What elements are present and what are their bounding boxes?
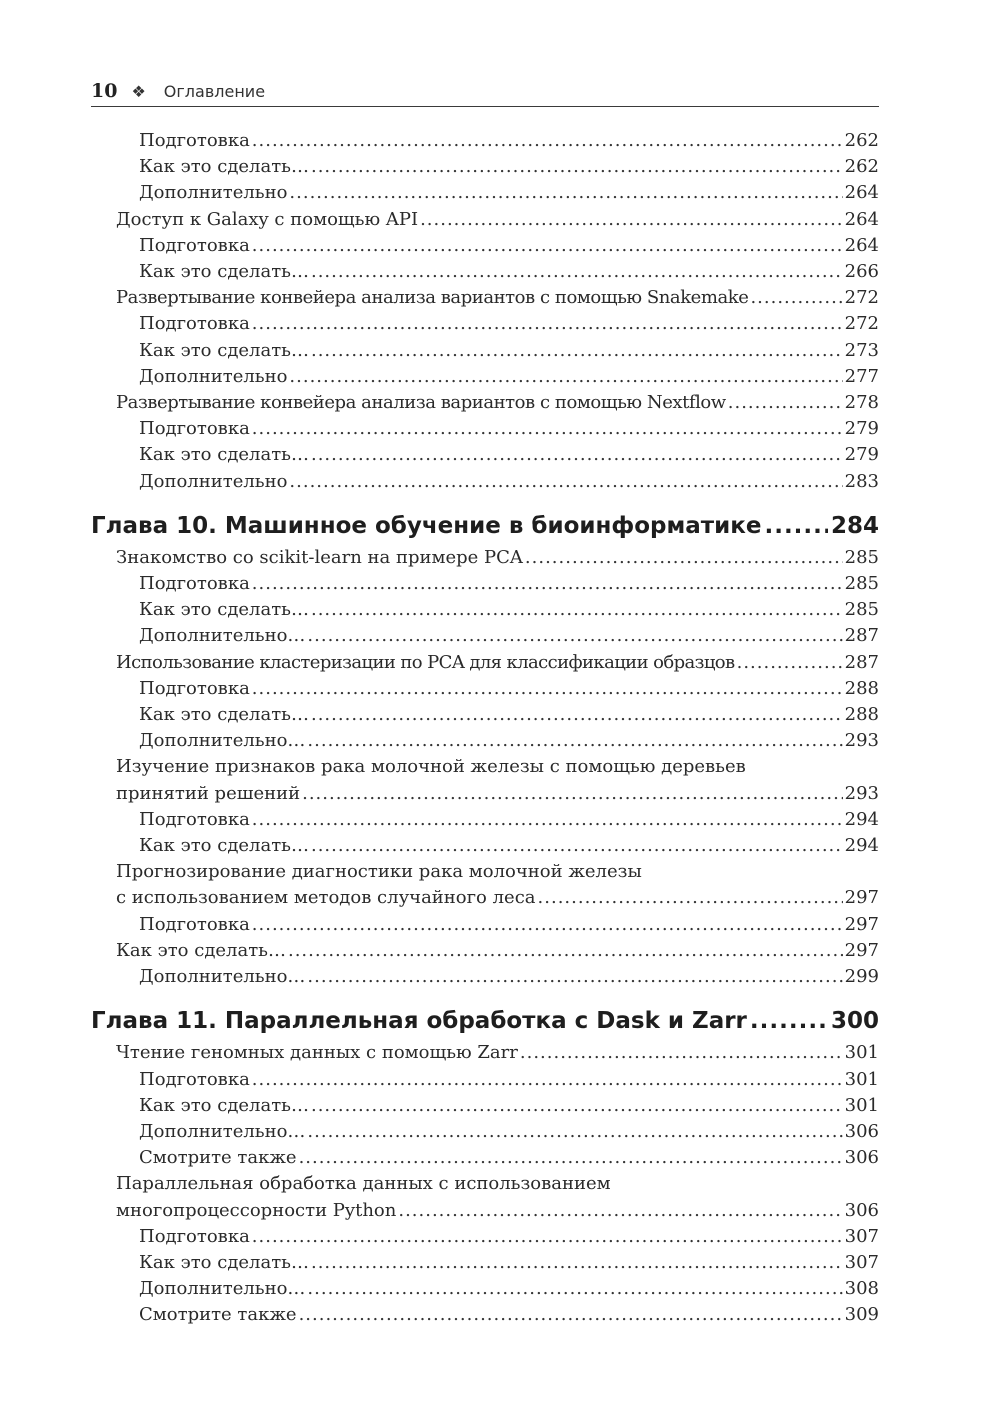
toc-entry-title: Дополнительно	[139, 365, 288, 387]
toc-entry	[91, 1119, 879, 1145]
chapter-page: 284	[830, 512, 879, 539]
toc-section	[91, 207, 879, 233]
toc-entry	[91, 128, 879, 154]
leader-dots	[252, 416, 843, 442]
toc-section	[91, 1040, 879, 1066]
toc-entry	[91, 1145, 879, 1171]
toc-entry-page: 285	[844, 573, 879, 595]
toc-section-first-line: Прогнозирование диагностики рака молочной железы	[116, 861, 642, 883]
toc-entry-title: Чтение геномных данных с помощью Zarr	[116, 1042, 518, 1064]
toc-entry-page: 293	[844, 782, 879, 804]
toc-section	[91, 938, 879, 964]
toc-entry-title: Развертывание конвейера анализа вариантов с помощью Nextflow	[116, 392, 726, 414]
toc-entry-page: 307	[844, 1251, 879, 1273]
toc-entry-page: 306	[844, 1147, 879, 1169]
toc-entry-page: 307	[844, 1225, 879, 1247]
leader-dots	[252, 233, 843, 259]
toc-entry-page: 285	[844, 599, 879, 621]
toc-entry	[91, 1276, 879, 1302]
toc-entry	[91, 311, 879, 337]
toc-entry-title: Как это сделать…	[139, 339, 309, 361]
toc-entry-title: Как это сделать…	[139, 1251, 309, 1273]
toc-entry-title: Дополнительно…	[139, 1120, 306, 1142]
leader-dots	[307, 623, 842, 649]
toc-entry-title: Подготовка	[139, 418, 250, 440]
leader-dots	[252, 311, 843, 337]
toc-entry-page: 264	[844, 208, 879, 230]
toc-entry	[91, 364, 879, 390]
leader-dots	[420, 207, 843, 233]
leader-dots	[311, 1093, 843, 1119]
toc-section	[91, 650, 879, 676]
toc-entry-page: 308	[844, 1278, 879, 1300]
toc-section	[91, 781, 879, 807]
toc-entry-page: 309	[844, 1304, 879, 1326]
toc-entry-title: с использованием методов случайного леса	[116, 887, 536, 909]
toc-entry-title: Развертывание конвейера анализа вариантов с помощью Snakemake	[116, 287, 749, 309]
leader-dots	[737, 650, 843, 676]
toc-entry-title: Дополнительно	[139, 182, 288, 204]
toc-entry-page: 262	[844, 156, 879, 178]
leader-dots	[525, 545, 843, 571]
toc-entry	[91, 1250, 879, 1276]
toc-entry-page: 297	[844, 887, 879, 909]
toc-entry-title: Подготовка	[139, 677, 250, 699]
toc-entry-page: 294	[844, 835, 879, 857]
toc-entry-page: 301	[844, 1042, 879, 1064]
leader-dots	[252, 571, 843, 597]
page-header	[91, 76, 879, 107]
toc-entry-page: 285	[844, 546, 879, 568]
toc-entry-title: принятий решений	[116, 782, 301, 804]
toc-entry-page: 266	[844, 261, 879, 283]
leader-dots	[538, 885, 843, 911]
toc-entry-title: Смотрите также	[139, 1147, 297, 1169]
chapter-page: 300	[830, 1008, 879, 1035]
toc-entry-title: Подготовка	[139, 808, 250, 830]
toc-entry-page: 299	[844, 966, 879, 988]
toc-entry-page: 288	[844, 677, 879, 699]
toc-entry-page: 277	[844, 365, 879, 387]
leader-dots	[252, 1224, 843, 1250]
toc-entry-page: 297	[844, 913, 879, 935]
toc-entry	[91, 1067, 879, 1093]
toc-entry	[91, 833, 879, 859]
toc-entry-page: 306	[844, 1120, 879, 1142]
toc-entry-page: 283	[844, 470, 879, 492]
toc-entry-page: 297	[844, 939, 879, 961]
toc-entry	[91, 807, 879, 833]
toc-entry-page: 264	[844, 234, 879, 256]
toc-entry	[91, 676, 879, 702]
leader-dots	[311, 833, 843, 859]
toc-entry	[91, 912, 879, 938]
toc-entry-page: 287	[844, 625, 879, 647]
leader-dots	[307, 728, 842, 754]
toc-entry	[91, 728, 879, 754]
toc-entry-title: Дополнительно…	[139, 966, 306, 988]
toc-entry-page: 279	[844, 418, 879, 440]
leader-dots	[311, 1250, 843, 1276]
leader-dots	[311, 338, 843, 364]
toc-entry	[91, 702, 879, 728]
leader-dots	[311, 702, 843, 728]
toc-entry	[91, 1302, 879, 1328]
toc-entry-page: 293	[844, 730, 879, 752]
leader-dots	[307, 1276, 842, 1302]
leader-dots	[288, 938, 843, 964]
leader-dots	[302, 781, 843, 807]
toc-entry	[91, 180, 879, 206]
toc-entry	[91, 623, 879, 649]
leader-dots	[311, 597, 843, 623]
leader-dots	[252, 1067, 843, 1093]
toc-entry-title: Дополнительно…	[139, 625, 306, 647]
toc-entry-page: 301	[844, 1068, 879, 1090]
toc-entry-page: 264	[844, 182, 879, 204]
toc-section	[91, 885, 879, 911]
toc-entry-title: Подготовка	[139, 313, 250, 335]
toc-entry-title: Как это сделать…	[116, 939, 286, 961]
toc-entry-title: Подготовка	[139, 130, 250, 151]
ornament-icon: ❖	[131, 81, 146, 101]
chapter-title: Глава 11. Параллельная обработка с Dask и Zarr	[91, 1008, 747, 1035]
toc-entry-page: 294	[844, 808, 879, 830]
leader-dots	[289, 180, 842, 206]
toc-entry-page: 272	[844, 287, 879, 309]
toc-entry	[91, 233, 879, 259]
leader-dots	[252, 807, 843, 833]
toc-entry-title: Использование кластеризации по PCA для классификации образцов	[116, 651, 735, 673]
toc-entry-title: Знакомство со scikit-learn на примере PCA	[116, 546, 523, 568]
toc-entry	[91, 154, 879, 180]
toc-section	[91, 1198, 879, 1224]
leader-dots	[252, 676, 843, 702]
toc-entry-title: Как это сделать…	[139, 599, 309, 621]
leader-dots	[311, 154, 843, 180]
toc-entry	[91, 442, 879, 468]
toc-entry-page: 278	[844, 392, 879, 414]
leader-dots	[764, 509, 828, 543]
leader-dots	[398, 1198, 842, 1224]
toc-entry-title: Подготовка	[139, 1068, 250, 1090]
leader-dots	[299, 1302, 843, 1328]
toc-entry	[91, 469, 879, 495]
leader-dots	[307, 1119, 842, 1145]
leader-dots	[289, 364, 842, 390]
leader-dots	[750, 285, 842, 311]
toc-section-first-line: Параллельная обработка данных с использованием	[116, 1173, 611, 1195]
leader-dots	[520, 1040, 843, 1066]
toc-entry	[91, 259, 879, 285]
toc-entry-page: 288	[844, 704, 879, 726]
toc-entry-page: 279	[844, 444, 879, 466]
toc-entry-title: Как это сделать…	[139, 261, 309, 283]
leader-dots	[311, 442, 843, 468]
toc-entry-page: 262	[844, 130, 879, 151]
toc-entry-title: Подготовка	[139, 913, 250, 935]
toc-entry	[91, 597, 879, 623]
toc-section	[91, 285, 879, 311]
toc-entry-title: Смотрите также	[139, 1304, 297, 1326]
toc-entry-page: 273	[844, 339, 879, 361]
toc-entry-title: Доступ к Galaxy с помощью API	[116, 208, 419, 230]
page-number: 10	[91, 80, 118, 102]
toc-entry	[91, 1224, 879, 1250]
toc-entry	[91, 1093, 879, 1119]
leader-dots	[299, 1145, 843, 1171]
toc-entry-title: Как это сделать…	[139, 444, 309, 466]
toc-entry-title: Как это сделать…	[139, 156, 309, 178]
toc-entry	[91, 964, 879, 990]
toc-entry-title: Дополнительно…	[139, 1278, 306, 1300]
toc-entry-title: Дополнительно	[139, 470, 288, 492]
toc-entry-title: Подготовка	[139, 573, 250, 595]
toc-entry	[91, 338, 879, 364]
table-of-contents	[91, 128, 879, 1329]
toc-entry	[91, 571, 879, 597]
toc-entry-title: Как это сделать…	[139, 704, 309, 726]
toc-entry-title: Подготовка	[139, 234, 250, 256]
toc-entry-page: 287	[844, 651, 879, 673]
toc-section-first-line: Изучение признаков рака молочной железы с помощью деревьев	[116, 756, 746, 778]
toc-entry-title: Подготовка	[139, 1225, 250, 1247]
toc-entry-page: 301	[844, 1094, 879, 1116]
chapter-11-heading	[91, 1004, 879, 1038]
leader-dots	[289, 469, 842, 495]
chapter-title: Глава 10. Машинное обучение в биоинформатике	[91, 512, 762, 539]
leader-dots	[252, 912, 843, 938]
toc-entry-title: Как это сделать…	[139, 1094, 309, 1116]
leader-dots	[252, 128, 843, 154]
toc-section	[91, 545, 879, 571]
toc-section	[91, 390, 879, 416]
toc-entry-page: 306	[844, 1199, 879, 1221]
toc-entry-title: Дополнительно…	[139, 730, 306, 752]
leader-dots	[307, 964, 842, 990]
leader-dots	[750, 1004, 828, 1038]
chapter-10-heading	[91, 509, 879, 543]
running-title: Оглавление	[163, 81, 266, 101]
toc-entry-title: Как это сделать…	[139, 835, 309, 857]
leader-dots	[728, 390, 843, 416]
leader-dots	[311, 259, 843, 285]
toc-entry-page: 272	[844, 313, 879, 335]
toc-entry	[91, 416, 879, 442]
toc-entry-title: многопроцессорности Python	[116, 1199, 397, 1221]
